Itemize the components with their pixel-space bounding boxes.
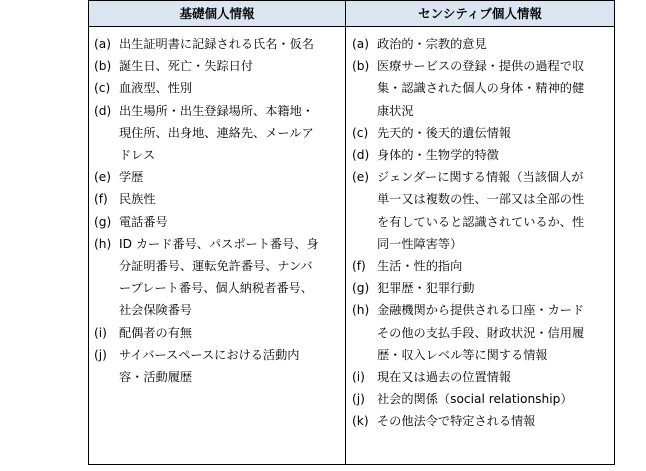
item-label: (c): [94, 81, 111, 96]
item-text-line: 学歴: [119, 170, 144, 185]
item-text-line: その他法令で特定される情報: [377, 414, 536, 429]
sensitive-info-item: [346, 255, 614, 277]
item-text-line: ID カード番号、パスポート番号、身: [119, 236, 319, 251]
item-label: (j): [94, 347, 107, 362]
item-text-line: 康状況: [377, 103, 414, 118]
sensitive-info-item: [346, 33, 614, 55]
item-label: (e): [352, 170, 370, 185]
item-text-line: 医療サービスの登録・提供の過程で収: [377, 59, 585, 74]
basic-info-item: [89, 344, 345, 388]
item-text-line: 社会的関係（social relationship）: [377, 392, 573, 407]
item-text-line: 同一性障害等）: [377, 236, 463, 251]
basic-info-item: [89, 188, 345, 210]
item-text-line: サイバースペースにおける活動内: [119, 347, 300, 362]
basic-info-item: [89, 233, 345, 322]
item-text-line: 生活・性的指向: [377, 258, 463, 273]
item-text-line: ープレート番号、個人納税者番号、: [119, 281, 313, 296]
sensitive-info-item: [346, 277, 614, 299]
item-label: (a): [352, 37, 369, 51]
item-text-line: 出生場所・出生登録場所、本籍地・: [119, 103, 314, 118]
item-text-line: 歴・収入レベル等に関する情報: [377, 347, 548, 362]
item-text-line: 分証明番号、運転免許番号、ナンバ: [119, 258, 313, 273]
item-text-line: 血液型、性別: [119, 81, 193, 96]
item-label: (g): [94, 214, 112, 229]
basic-info-item: [89, 77, 345, 99]
sensitive-info-item: [346, 388, 614, 410]
item-label: (i): [352, 369, 365, 384]
item-text-line: 身体的・生物学的特徴: [377, 147, 499, 162]
item-label: (f): [94, 192, 108, 207]
sensitive-info-item: [346, 122, 614, 144]
item-label: (f): [352, 258, 366, 273]
item-label: (b): [94, 59, 112, 74]
item-text-line: 金融機関から提供される口座・カード: [377, 303, 585, 318]
item-label: (c): [352, 125, 369, 140]
item-label: (d): [94, 103, 112, 118]
basic-info-item: [89, 322, 345, 344]
item-label: (h): [94, 236, 112, 251]
basic-info-item: [89, 33, 345, 55]
item-label: (d): [352, 147, 370, 162]
item-text-line: 容・活動履歴: [119, 369, 193, 384]
basic-info-item: [89, 55, 345, 77]
table-header: [89, 1, 614, 27]
basic-info-column: [89, 33, 345, 388]
item-label: (j): [352, 392, 365, 407]
sensitive-info-item: [346, 166, 614, 255]
item-text-line: ドレス: [119, 147, 156, 162]
item-label: (b): [352, 59, 370, 74]
item-text-line: 集・認識された個人の身体・精神的健: [377, 81, 585, 96]
sensitive-info-item: [346, 410, 614, 432]
sensitive-info-item: [346, 366, 614, 388]
item-text-line: 電話番号: [119, 214, 168, 229]
item-label: (a): [94, 37, 111, 51]
item-label: (h): [352, 303, 370, 318]
header-basic-personal-info: 基礎個人情報: [179, 6, 255, 21]
item-text-line: ジェンダーに関する情報（当該個人が: [377, 170, 584, 185]
info-table: [88, 0, 615, 465]
sensitive-info-column: [346, 33, 614, 432]
basic-info-item: [89, 211, 345, 233]
item-text-line: 犯罪歴・犯罪行動: [377, 281, 475, 296]
item-label: (k): [352, 414, 369, 429]
item-label: (g): [352, 281, 370, 296]
item-text-line: を有していると認識されているか、性: [377, 214, 585, 229]
item-text-line: 現在又は過去の位置情報: [377, 369, 512, 384]
item-text-line: その他の支払手段、財政状況・信用履: [377, 325, 585, 340]
sensitive-info-item: [346, 299, 614, 366]
item-text-line: 先天的・後天的遺伝情報: [377, 125, 512, 140]
item-text-line: 社会保険番号: [119, 303, 193, 318]
item-text-line: 誕生日、死亡・失踪日付: [119, 59, 254, 74]
item-text-line: 配偶者の有無: [119, 325, 193, 340]
header-sensitive-personal-info: センシティブ個人情報: [418, 6, 542, 21]
item-text-line: 民族性: [119, 192, 156, 207]
item-label: (e): [94, 170, 112, 185]
basic-info-item: [89, 100, 345, 167]
item-text-line: 政治的・宗教的意見: [377, 37, 487, 51]
basic-info-item: [89, 166, 345, 188]
item-text-line: 出生証明書に記録される氏名・仮名: [119, 37, 314, 51]
sensitive-info-item: [346, 55, 614, 122]
item-text-line: 単一又は複数の性、一部又は全部の性: [377, 192, 585, 207]
item-text-line: 現住所、出身地、連絡先、メールア: [119, 125, 314, 140]
item-label: (i): [94, 325, 107, 340]
sensitive-info-item: [346, 144, 614, 166]
